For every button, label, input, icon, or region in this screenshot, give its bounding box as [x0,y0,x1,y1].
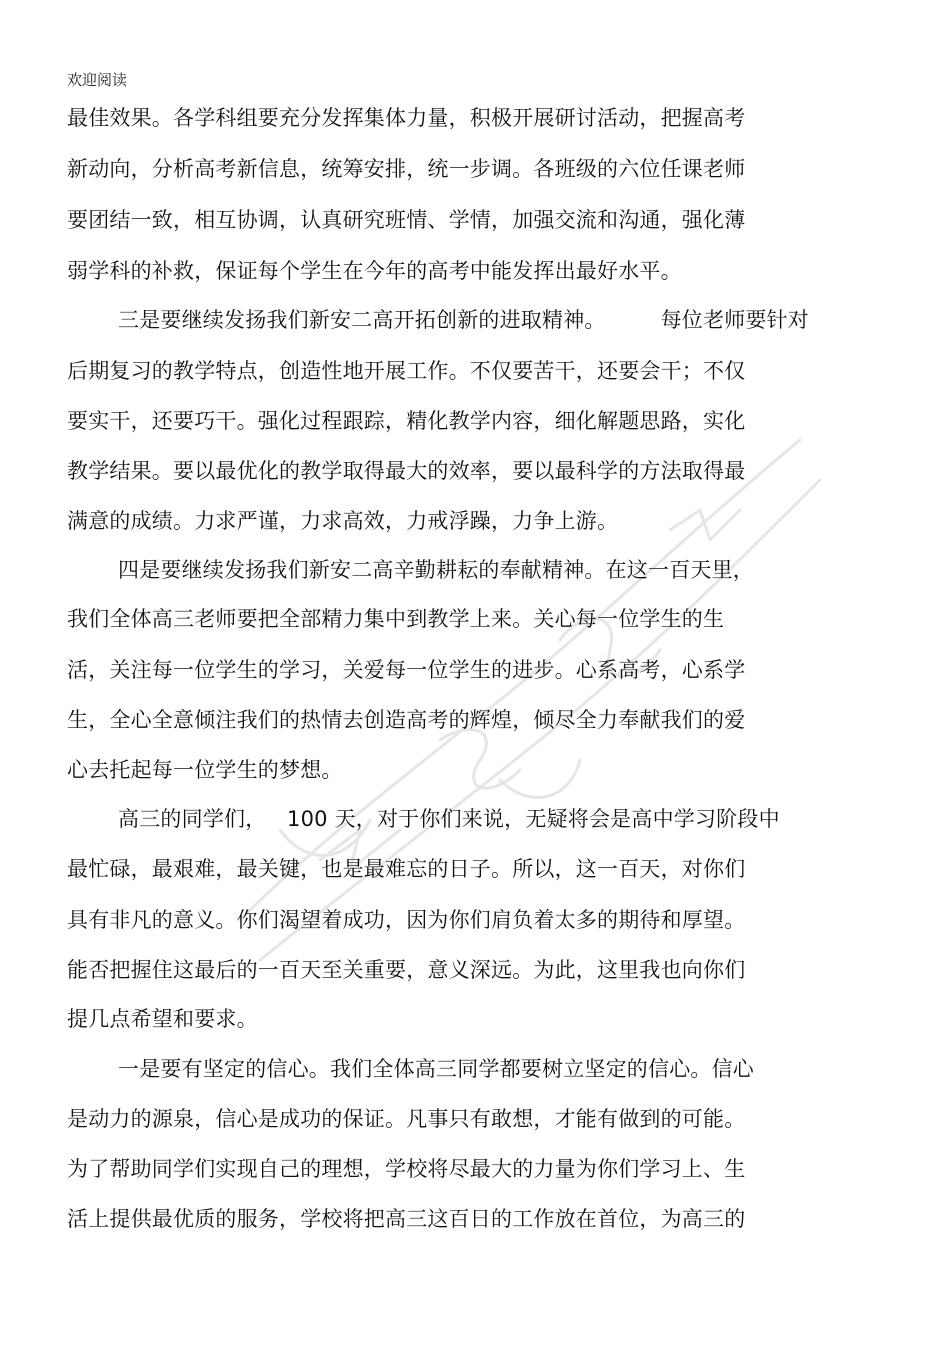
paragraph-line: 要团结一致，相互协调，认真研究班情、学情，加强交流和沟通，强化薄 [67,208,746,232]
paragraph-line: 活上提供最优质的服务，学校将把高三这百日的工作放在首位，为高三的 [67,1207,746,1231]
page-header: 欢迎阅读 [67,71,128,89]
paragraph-line: 一是要有坚定的信心。我们全体高三同学都要树立坚定的信心。信心 [118,1057,754,1081]
paragraph-line: 为了帮助同学们实现自己的理想，学校将尽最大的力量为你们学习上、生 [67,1157,746,1181]
paragraph-line: 四是要继续发扬我们新安二高辛勤耕耘的奉献精神。在这一百天里， [118,558,754,582]
paragraph-line: 最佳效果。各学科组要充分发挥集体力量，积极开展研讨活动，把握高考 [67,106,746,130]
paragraph-line: 高三的同学们， 100 天，对于你们来说，无疑将会是高中学习阶段中 [118,807,780,831]
paragraph-line: 满意的成绩。力求严谨，力求高效，力戒浮躁，力争上游。 [67,509,619,533]
paragraph-line: 要实干，还要巧干。强化过程跟踪，精化教学内容，细化解题思路，实化 [67,409,746,433]
paragraph-line: 新动向，分析高考新信息，统筹安排，统一步调。各班级的六位任课老师 [67,157,746,181]
paragraph-line: 提几点希望和要求。 [67,1007,258,1031]
paragraph-line: 具有非凡的意义。你们渴望着成功，因为你们肩负着太多的期待和厚望。 [67,908,746,932]
paragraph-line: 三是要继续发扬我们新安二高开拓创新的进取精神。 每位老师要针对 [118,308,809,332]
paragraph-line: 最忙碌，最艰难，最关键，也是最难忘的日子。所以，这一百天，对你们 [67,857,746,881]
paragraph-line: 后期复习的教学特点，创造性地开展工作。不仅要苦干，还要会干；不仅 [67,359,746,383]
paragraph-line: 弱学科的补救，保证每个学生在今年的高考中能发挥出最好水平。 [67,259,682,283]
paragraph-line: 是动力的源泉，信心是成功的保证。凡事只有敢想，才能有做到的可能。 [67,1107,746,1131]
paragraph-line: 教学结果。要以最优化的教学取得最大的效率，要以最科学的方法取得最 [67,459,746,483]
paragraph-line: 生，全心全意倾注我们的热情去创造高考的辉煌，倾尽全力奉献我们的爱 [67,708,746,732]
paragraph-line: 活，关注每一位学生的学习，关爱每一位学生的进步。心系高考，心系学 [67,658,746,682]
paragraph-line: 能否把握住这最后的一百天至关重要，意义深远。为此，这里我也向你们 [67,958,746,982]
paragraph-line: 心去托起每一位学生的梦想。 [67,758,343,782]
paragraph-line: 我们全体高三老师要把全部精力集中到教学上来。关心每一位学生的生 [67,607,725,631]
